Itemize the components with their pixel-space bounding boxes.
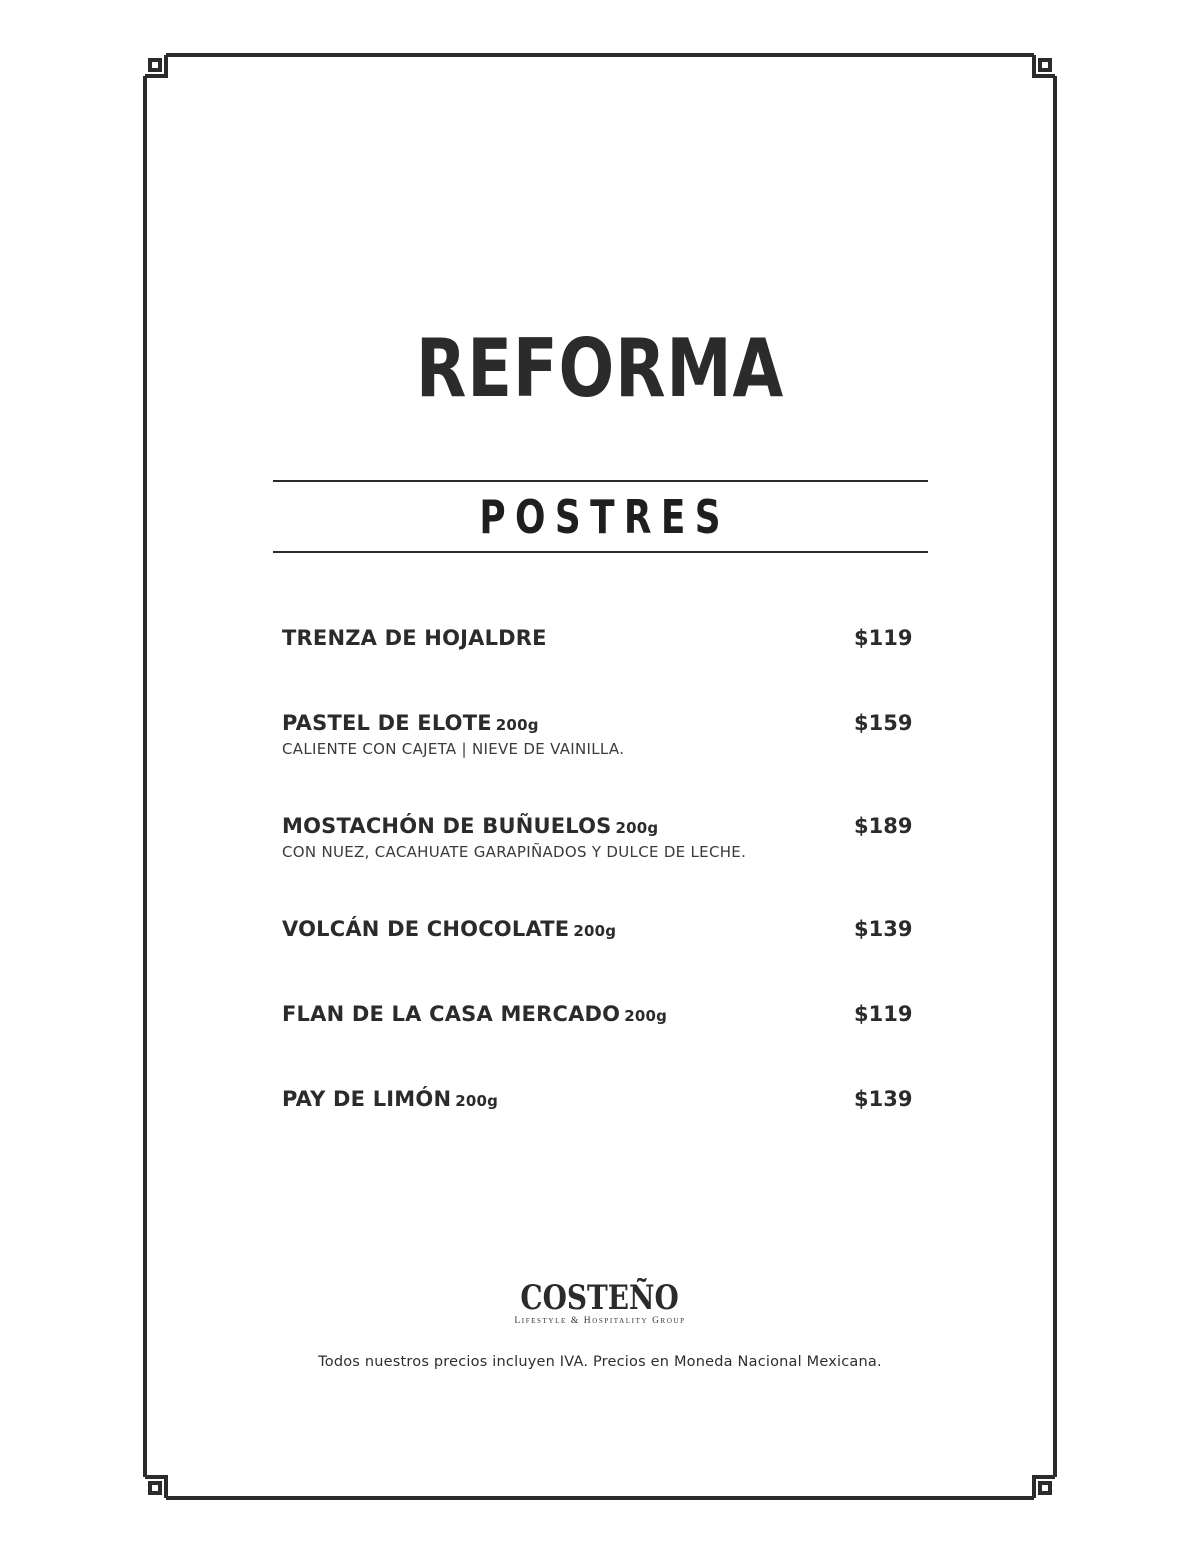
brand-tagline: Lifestyle & Hospitality Group xyxy=(514,1316,686,1326)
item-name: MOSTACHÓN DE BUÑUELOS xyxy=(282,814,612,838)
menu-item xyxy=(282,711,922,758)
item-price: $159 xyxy=(854,711,913,735)
item-name: PASTEL DE ELOTE xyxy=(282,711,492,735)
item-description: CALIENTE CON CAJETA | NIEVE DE VAINILLA. xyxy=(282,740,625,758)
item-weight: 200g xyxy=(624,1007,668,1025)
menu-item xyxy=(282,1087,922,1111)
item-name-row xyxy=(282,1002,922,1026)
brand-logo xyxy=(0,1278,1200,1326)
item-name: VOLCÁN DE CHOCOLATE xyxy=(282,917,570,941)
item-price: $119 xyxy=(854,1002,913,1026)
section-rule-top xyxy=(273,480,928,482)
menu-item xyxy=(282,814,922,861)
item-price: $139 xyxy=(854,1087,913,1111)
brand-logo-text: COSTEÑO xyxy=(520,1278,680,1318)
restaurant-name: REFORMA xyxy=(415,322,785,415)
item-name: PAY DE LIMÓN xyxy=(282,1087,452,1111)
menu-item xyxy=(282,917,922,941)
item-description: CON NUEZ, CACAHUATE GARAPIÑADOS Y DULCE DE LECHE. xyxy=(282,843,747,861)
item-name: FLAN DE LA CASA MERCADO xyxy=(282,1002,621,1026)
item-price: $139 xyxy=(854,917,913,941)
section-title: POSTRES xyxy=(479,490,730,544)
menu-item xyxy=(282,1002,922,1026)
item-name-row xyxy=(282,711,922,735)
item-price: $189 xyxy=(854,814,913,838)
price-disclaimer: Todos nuestros precios incluyen IVA. Precios en Moneda Nacional Mexicana. xyxy=(318,1354,882,1370)
item-price: $119 xyxy=(854,626,913,650)
item-weight: 200g xyxy=(573,922,617,940)
item-name-row xyxy=(282,814,922,838)
section-rule-bottom xyxy=(273,551,928,553)
item-name-row xyxy=(282,626,922,650)
item-name-row xyxy=(282,917,922,941)
item-name: TRENZA DE HOJALDRE xyxy=(282,626,547,650)
item-weight: 200g xyxy=(455,1092,499,1110)
item-weight: 200g xyxy=(495,716,539,734)
menu-item xyxy=(282,626,922,650)
item-name-row xyxy=(282,1087,922,1111)
item-weight: 200g xyxy=(615,819,659,837)
